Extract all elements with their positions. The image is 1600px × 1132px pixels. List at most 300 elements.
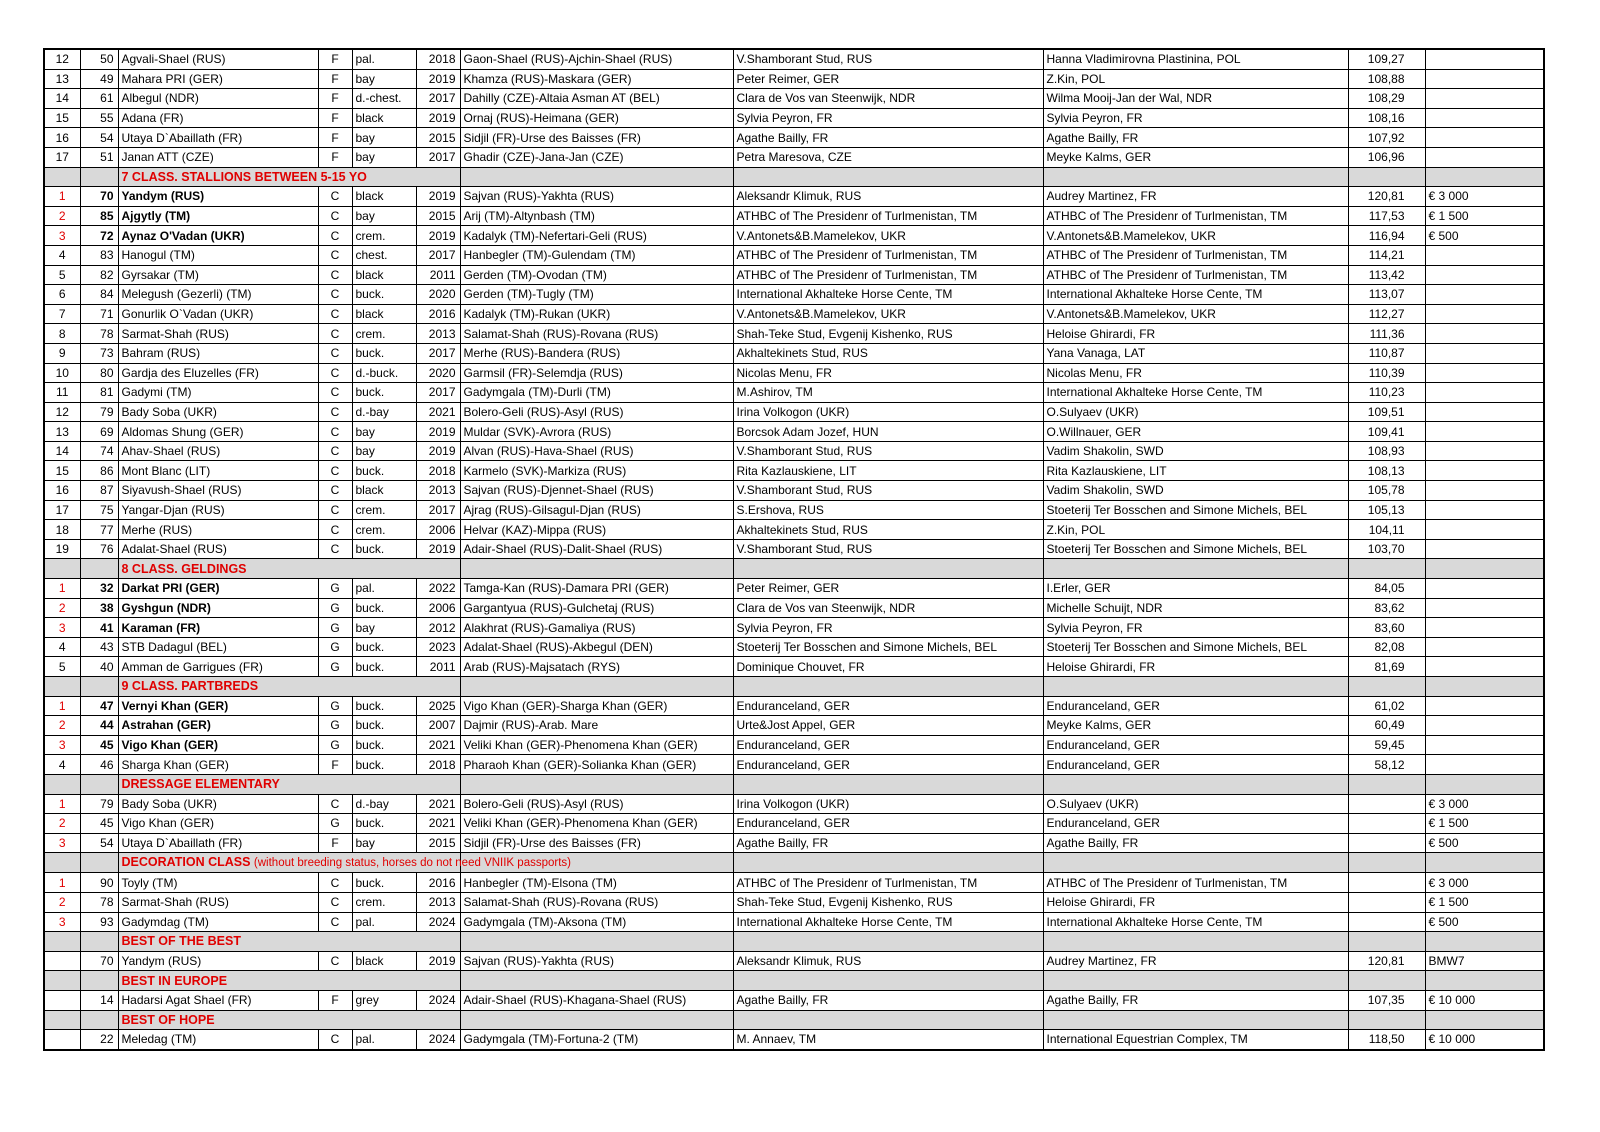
rank-cell: 3 bbox=[44, 735, 80, 755]
breeder-cell: V.Shamborant Stud, RUS bbox=[733, 481, 1043, 501]
rank-cell: 1 bbox=[44, 579, 80, 599]
color-cell: black bbox=[352, 187, 416, 207]
pedigree-cell: Bolero-Geli (RUS)-Asyl (RUS) bbox=[460, 794, 733, 814]
score-cell: 108,93 bbox=[1348, 441, 1425, 461]
section-empty-cell bbox=[1425, 1010, 1544, 1030]
sex-cell: F bbox=[318, 833, 352, 853]
breeder-cell: Aleksandr Klimuk, RUS bbox=[733, 187, 1043, 207]
sex-cell: C bbox=[318, 363, 352, 383]
horse-name-cell: Sarmat-Shah (RUS) bbox=[118, 324, 318, 344]
section-title bbox=[118, 677, 460, 697]
section-header-row bbox=[44, 559, 1544, 579]
owner-cell: I.Erler, GER bbox=[1043, 579, 1348, 599]
color-cell: pal. bbox=[352, 1030, 416, 1050]
sex-cell: C bbox=[318, 226, 352, 246]
table-row bbox=[44, 89, 1544, 109]
pedigree-cell: Hanbegler (TM)-Elsona (TM) bbox=[460, 873, 733, 893]
section-title bbox=[118, 167, 460, 187]
pedigree-cell: Sidjil (FR)-Urse des Baisses (FR) bbox=[460, 833, 733, 853]
pedigree-cell: Sajvan (RUS)-Djennet-Shael (RUS) bbox=[460, 481, 733, 501]
number-cell: 87 bbox=[80, 481, 118, 501]
table-row bbox=[44, 402, 1544, 422]
year-cell: 2021 bbox=[416, 402, 460, 422]
color-cell: pal. bbox=[352, 49, 416, 69]
score-cell: 118,50 bbox=[1348, 1030, 1425, 1050]
prize-cell bbox=[1425, 128, 1544, 148]
horse-name-cell: Gonurlik O`Vadan (UKR) bbox=[118, 304, 318, 324]
table-row bbox=[44, 755, 1544, 775]
horse-name-cell: STB Dadagul (BEL) bbox=[118, 637, 318, 657]
year-cell: 2019 bbox=[416, 226, 460, 246]
rank-cell: 3 bbox=[44, 226, 80, 246]
breeder-cell: Clara de Vos van Steenwijk, NDR bbox=[733, 89, 1043, 109]
year-cell: 2012 bbox=[416, 618, 460, 638]
score-cell: 120,81 bbox=[1348, 951, 1425, 971]
horse-name-cell: Vigo Khan (GER) bbox=[118, 735, 318, 755]
section-empty-cell bbox=[1348, 971, 1425, 991]
owner-cell: Heloise Ghirardi, FR bbox=[1043, 892, 1348, 912]
color-cell: crem. bbox=[352, 520, 416, 540]
color-cell: buck. bbox=[352, 598, 416, 618]
number-cell: 45 bbox=[80, 735, 118, 755]
horse-name-cell: Vernyi Khan (GER) bbox=[118, 696, 318, 716]
owner-cell: International Akhalteke Horse Cente, TM bbox=[1043, 383, 1348, 403]
year-cell: 2024 bbox=[416, 1030, 460, 1050]
breeder-cell: ATHBC of The Presidenr of Turlmenistan, TM bbox=[733, 245, 1043, 265]
color-cell: buck. bbox=[352, 461, 416, 481]
sex-cell: C bbox=[318, 441, 352, 461]
number-cell: 74 bbox=[80, 441, 118, 461]
year-cell: 2015 bbox=[416, 128, 460, 148]
sex-cell: C bbox=[318, 324, 352, 344]
pedigree-cell: Alvan (RUS)-Hava-Shael (RUS) bbox=[460, 441, 733, 461]
horse-name-cell: Aldomas Shung (GER) bbox=[118, 422, 318, 442]
horse-name-cell: Gardja des Eluzelles (FR) bbox=[118, 363, 318, 383]
sex-cell: C bbox=[318, 343, 352, 363]
table-row bbox=[44, 912, 1544, 932]
rank-cell: 2 bbox=[44, 206, 80, 226]
pedigree-cell: Adair-Shael (RUS)-Khagana-Shael (RUS) bbox=[460, 990, 733, 1010]
score-cell: 103,70 bbox=[1348, 539, 1425, 559]
section-number-cell bbox=[80, 774, 118, 794]
year-cell: 2015 bbox=[416, 206, 460, 226]
owner-cell: Enduranceland, GER bbox=[1043, 755, 1348, 775]
owner-cell: Enduranceland, GER bbox=[1043, 735, 1348, 755]
table-row bbox=[44, 1030, 1544, 1050]
color-cell: buck. bbox=[352, 696, 416, 716]
table-row bbox=[44, 990, 1544, 1010]
horse-name-cell: Adana (FR) bbox=[118, 108, 318, 128]
section-header-row bbox=[44, 932, 1544, 952]
sex-cell: C bbox=[318, 187, 352, 207]
section-empty-cell bbox=[1348, 774, 1425, 794]
section-empty-cell bbox=[1348, 167, 1425, 187]
owner-cell: Yana Vanaga, LAT bbox=[1043, 343, 1348, 363]
breeder-cell: Nicolas Menu, FR bbox=[733, 363, 1043, 383]
color-cell: chest. bbox=[352, 245, 416, 265]
score-cell: 61,02 bbox=[1348, 696, 1425, 716]
score-cell: 106,96 bbox=[1348, 147, 1425, 167]
color-cell: buck. bbox=[352, 873, 416, 893]
year-cell: 2019 bbox=[416, 108, 460, 128]
color-cell: d.-bay bbox=[352, 794, 416, 814]
horse-name-cell: Meledag (TM) bbox=[118, 1030, 318, 1050]
horse-name-cell: Bady Soba (UKR) bbox=[118, 402, 318, 422]
section-empty-cell bbox=[460, 677, 733, 697]
section-title bbox=[118, 1010, 460, 1030]
breeder-cell: V.Antonets&B.Mamelekov, UKR bbox=[733, 226, 1043, 246]
breeder-cell: Enduranceland, GER bbox=[733, 735, 1043, 755]
owner-cell: Enduranceland, GER bbox=[1043, 814, 1348, 834]
number-cell: 69 bbox=[80, 422, 118, 442]
prize-cell bbox=[1425, 735, 1544, 755]
number-cell: 90 bbox=[80, 873, 118, 893]
pedigree-cell: Pharaoh Khan (GER)-Solianka Khan (GER) bbox=[460, 755, 733, 775]
sex-cell: F bbox=[318, 49, 352, 69]
rank-cell: 2 bbox=[44, 814, 80, 834]
year-cell: 2025 bbox=[416, 696, 460, 716]
number-cell: 78 bbox=[80, 892, 118, 912]
section-empty-cell bbox=[1348, 677, 1425, 697]
rank-cell bbox=[44, 951, 80, 971]
pedigree-cell: Tamga-Kan (RUS)-Damara PRI (GER) bbox=[460, 579, 733, 599]
prize-cell bbox=[1425, 696, 1544, 716]
section-empty-cell bbox=[460, 1010, 733, 1030]
score-cell: 116,94 bbox=[1348, 226, 1425, 246]
sex-cell: C bbox=[318, 245, 352, 265]
breeder-cell: Agathe Bailly, FR bbox=[733, 990, 1043, 1010]
horse-name-cell: Bahram (RUS) bbox=[118, 343, 318, 363]
year-cell: 2011 bbox=[416, 657, 460, 677]
score-cell: 113,07 bbox=[1348, 285, 1425, 305]
prize-cell bbox=[1425, 363, 1544, 383]
owner-cell: Rita Kazlauskiene, LIT bbox=[1043, 461, 1348, 481]
section-empty-cell bbox=[1043, 971, 1348, 991]
breeder-cell: International Akhalteke Horse Cente, TM bbox=[733, 912, 1043, 932]
horse-name-cell: Utaya D`Abaillath (FR) bbox=[118, 833, 318, 853]
color-cell: crem. bbox=[352, 226, 416, 246]
number-cell: 47 bbox=[80, 696, 118, 716]
prize-cell: € 500 bbox=[1425, 912, 1544, 932]
prize-cell: € 1 500 bbox=[1425, 892, 1544, 912]
score-cell: 113,42 bbox=[1348, 265, 1425, 285]
breeder-cell: Rita Kazlauskiene, LIT bbox=[733, 461, 1043, 481]
score-cell: 108,88 bbox=[1348, 69, 1425, 89]
horse-name-cell: Ajgytly (TM) bbox=[118, 206, 318, 226]
section-empty-cell bbox=[460, 774, 733, 794]
year-cell: 2019 bbox=[416, 951, 460, 971]
pedigree-cell: Adair-Shael (RUS)-Dalit-Shael (RUS) bbox=[460, 539, 733, 559]
year-cell: 2022 bbox=[416, 579, 460, 599]
section-rank-cell bbox=[44, 559, 80, 579]
breeder-cell: M. Annaev, TM bbox=[733, 1030, 1043, 1050]
breeder-cell: Akhaltekinets Stud, RUS bbox=[733, 343, 1043, 363]
number-cell: 55 bbox=[80, 108, 118, 128]
prize-cell bbox=[1425, 49, 1544, 69]
results-table bbox=[43, 48, 1545, 1051]
section-empty-cell bbox=[1043, 853, 1348, 873]
table-row bbox=[44, 637, 1544, 657]
sex-cell: C bbox=[318, 500, 352, 520]
section-title-text: DECORATION CLASS bbox=[121, 855, 251, 870]
breeder-cell: Dominique Chouvet, FR bbox=[733, 657, 1043, 677]
score-cell: 109,51 bbox=[1348, 402, 1425, 422]
color-cell: black bbox=[352, 265, 416, 285]
prize-cell: BMW7 bbox=[1425, 951, 1544, 971]
table-row bbox=[44, 833, 1544, 853]
pedigree-cell: Kadalyk (TM)-Rukan (UKR) bbox=[460, 304, 733, 324]
owner-cell: Audrey Martinez, FR bbox=[1043, 187, 1348, 207]
rank-cell: 12 bbox=[44, 402, 80, 422]
pedigree-cell: Gerden (TM)-Tugly (TM) bbox=[460, 285, 733, 305]
horse-name-cell: Sarmat-Shah (RUS) bbox=[118, 892, 318, 912]
section-empty-cell bbox=[1348, 559, 1425, 579]
color-cell: black bbox=[352, 108, 416, 128]
horse-name-cell: Karaman (FR) bbox=[118, 618, 318, 638]
number-cell: 49 bbox=[80, 69, 118, 89]
year-cell: 2018 bbox=[416, 49, 460, 69]
rank-cell: 3 bbox=[44, 833, 80, 853]
color-cell: buck. bbox=[352, 755, 416, 775]
horse-name-cell: Hanogul (TM) bbox=[118, 245, 318, 265]
section-empty-cell bbox=[1348, 853, 1425, 873]
table-row bbox=[44, 892, 1544, 912]
breeder-cell: Aleksandr Klimuk, RUS bbox=[733, 951, 1043, 971]
color-cell: grey bbox=[352, 990, 416, 1010]
section-rank-cell bbox=[44, 677, 80, 697]
sex-cell: F bbox=[318, 89, 352, 109]
breeder-cell: M.Ashirov, TM bbox=[733, 383, 1043, 403]
sex-cell: C bbox=[318, 265, 352, 285]
year-cell: 2020 bbox=[416, 285, 460, 305]
prize-cell: € 500 bbox=[1425, 226, 1544, 246]
sex-cell: C bbox=[318, 539, 352, 559]
rank-cell: 17 bbox=[44, 500, 80, 520]
section-number-cell bbox=[80, 559, 118, 579]
section-empty-cell bbox=[733, 1010, 1043, 1030]
prize-cell bbox=[1425, 441, 1544, 461]
score-cell: 84,05 bbox=[1348, 579, 1425, 599]
score-cell: 59,45 bbox=[1348, 735, 1425, 755]
rank-cell: 1 bbox=[44, 696, 80, 716]
year-cell: 2016 bbox=[416, 304, 460, 324]
breeder-cell: Enduranceland, GER bbox=[733, 696, 1043, 716]
owner-cell: Meyke Kalms, GER bbox=[1043, 147, 1348, 167]
section-empty-cell bbox=[733, 971, 1043, 991]
pedigree-cell: Adalat-Shael (RUS)-Akbegul (DEN) bbox=[460, 637, 733, 657]
table-row bbox=[44, 147, 1544, 167]
breeder-cell: Akhaltekinets Stud, RUS bbox=[733, 520, 1043, 540]
color-cell: pal. bbox=[352, 579, 416, 599]
rank-cell: 2 bbox=[44, 598, 80, 618]
breeder-cell: Shah-Teke Stud, Evgenij Kishenko, RUS bbox=[733, 892, 1043, 912]
section-title bbox=[118, 559, 460, 579]
section-empty-cell bbox=[733, 853, 1043, 873]
breeder-cell: ATHBC of The Presidenr of Turlmenistan, TM bbox=[733, 206, 1043, 226]
table-row bbox=[44, 520, 1544, 540]
prize-cell bbox=[1425, 265, 1544, 285]
prize-cell: € 3 000 bbox=[1425, 187, 1544, 207]
section-header-row bbox=[44, 167, 1544, 187]
section-empty-cell bbox=[460, 559, 733, 579]
sex-cell: C bbox=[318, 461, 352, 481]
rank-cell: 16 bbox=[44, 128, 80, 148]
sex-cell: C bbox=[318, 951, 352, 971]
table-row bbox=[44, 226, 1544, 246]
pedigree-cell: Sajvan (RUS)-Yakhta (RUS) bbox=[460, 187, 733, 207]
table-row bbox=[44, 657, 1544, 677]
rank-cell: 12 bbox=[44, 49, 80, 69]
horse-name-cell: Melegush (Gezerli) (TM) bbox=[118, 285, 318, 305]
breeder-cell: Petra Maresova, CZE bbox=[733, 147, 1043, 167]
color-cell: bay bbox=[352, 128, 416, 148]
score-cell: 107,92 bbox=[1348, 128, 1425, 148]
prize-cell: € 1 500 bbox=[1425, 206, 1544, 226]
year-cell: 2013 bbox=[416, 481, 460, 501]
year-cell: 2019 bbox=[416, 187, 460, 207]
section-empty-cell bbox=[1425, 167, 1544, 187]
table-row bbox=[44, 383, 1544, 403]
section-empty-cell bbox=[1043, 774, 1348, 794]
sex-cell: C bbox=[318, 481, 352, 501]
table-row bbox=[44, 265, 1544, 285]
owner-cell: Stoeterij Ter Bosschen and Simone Michels, BEL bbox=[1043, 539, 1348, 559]
pedigree-cell: Ornaj (RUS)-Heimana (GER) bbox=[460, 108, 733, 128]
color-cell: buck. bbox=[352, 637, 416, 657]
table-row bbox=[44, 461, 1544, 481]
table-row bbox=[44, 245, 1544, 265]
number-cell: 76 bbox=[80, 539, 118, 559]
rank-cell: 1 bbox=[44, 873, 80, 893]
prize-cell: € 3 000 bbox=[1425, 794, 1544, 814]
table-row bbox=[44, 951, 1544, 971]
breeder-cell: Peter Reimer, GER bbox=[733, 579, 1043, 599]
year-cell: 2021 bbox=[416, 794, 460, 814]
score-cell: 120,81 bbox=[1348, 187, 1425, 207]
pedigree-cell: Sidjil (FR)-Urse des Baisses (FR) bbox=[460, 128, 733, 148]
prize-cell bbox=[1425, 755, 1544, 775]
table-row bbox=[44, 128, 1544, 148]
section-empty-cell bbox=[460, 932, 733, 952]
owner-cell: O.Willnauer, GER bbox=[1043, 422, 1348, 442]
prize-cell: € 3 000 bbox=[1425, 873, 1544, 893]
table-row bbox=[44, 441, 1544, 461]
section-empty-cell bbox=[1043, 167, 1348, 187]
year-cell: 2007 bbox=[416, 716, 460, 736]
pedigree-cell: Gargantyua (RUS)-Gulchetaj (RUS) bbox=[460, 598, 733, 618]
breeder-cell: Sylvia Peyron, FR bbox=[733, 618, 1043, 638]
score-cell: 58,12 bbox=[1348, 755, 1425, 775]
year-cell: 2017 bbox=[416, 89, 460, 109]
year-cell: 2013 bbox=[416, 324, 460, 344]
section-empty-cell bbox=[733, 774, 1043, 794]
pedigree-cell: Merhe (RUS)-Bandera (RUS) bbox=[460, 343, 733, 363]
pedigree-cell: Kadalyk (TM)-Nefertari-Geli (RUS) bbox=[460, 226, 733, 246]
horse-name-cell: Gyshgun (NDR) bbox=[118, 598, 318, 618]
owner-cell: Stoeterij Ter Bosschen and Simone Michels, BEL bbox=[1043, 500, 1348, 520]
color-cell: bay bbox=[352, 69, 416, 89]
prize-cell bbox=[1425, 245, 1544, 265]
owner-cell: Stoeterij Ter Bosschen and Simone Michels, BEL bbox=[1043, 637, 1348, 657]
owner-cell: International Equestrian Complex, TM bbox=[1043, 1030, 1348, 1050]
section-rank-cell bbox=[44, 971, 80, 991]
breeder-cell: V.Shamborant Stud, RUS bbox=[733, 49, 1043, 69]
score-cell bbox=[1348, 892, 1425, 912]
section-title-text: DRESSAGE ELEMENTARY bbox=[121, 777, 280, 792]
breeder-cell: V.Shamborant Stud, RUS bbox=[733, 441, 1043, 461]
section-title bbox=[118, 853, 571, 873]
table-row bbox=[44, 49, 1544, 69]
section-empty-cell bbox=[1043, 559, 1348, 579]
owner-cell: Wilma Mooij-Jan der Wal, NDR bbox=[1043, 89, 1348, 109]
year-cell: 2019 bbox=[416, 422, 460, 442]
prize-cell: € 10 000 bbox=[1425, 990, 1544, 1010]
pedigree-cell: Sajvan (RUS)-Yakhta (RUS) bbox=[460, 951, 733, 971]
breeder-cell: Borcsok Adam Jozef, HUN bbox=[733, 422, 1043, 442]
pedigree-cell: Ghadir (CZE)-Jana-Jan (CZE) bbox=[460, 147, 733, 167]
breeder-cell: Sylvia Peyron, FR bbox=[733, 108, 1043, 128]
section-rank-cell bbox=[44, 853, 80, 873]
number-cell: 43 bbox=[80, 637, 118, 657]
number-cell: 40 bbox=[80, 657, 118, 677]
section-note: (without breeding status, horses do not need VNIIK passports) bbox=[253, 857, 571, 870]
prize-cell: € 1 500 bbox=[1425, 814, 1544, 834]
year-cell: 2020 bbox=[416, 363, 460, 383]
number-cell: 73 bbox=[80, 343, 118, 363]
prize-cell bbox=[1425, 461, 1544, 481]
table-row bbox=[44, 539, 1544, 559]
breeder-cell: Stoeterij Ter Bosschen and Simone Michels, BEL bbox=[733, 637, 1043, 657]
prize-cell bbox=[1425, 147, 1544, 167]
color-cell: black bbox=[352, 304, 416, 324]
table-row bbox=[44, 500, 1544, 520]
sex-cell: G bbox=[318, 716, 352, 736]
pedigree-cell: Dajmir (RUS)-Arab. Mare bbox=[460, 716, 733, 736]
score-cell: 110,23 bbox=[1348, 383, 1425, 403]
pedigree-cell: Gadymgala (TM)-Durli (TM) bbox=[460, 383, 733, 403]
sex-cell: G bbox=[318, 696, 352, 716]
number-cell: 85 bbox=[80, 206, 118, 226]
owner-cell: Nicolas Menu, FR bbox=[1043, 363, 1348, 383]
section-empty-cell bbox=[1348, 1010, 1425, 1030]
score-cell: 83,60 bbox=[1348, 618, 1425, 638]
rank-cell: 8 bbox=[44, 324, 80, 344]
year-cell: 2018 bbox=[416, 461, 460, 481]
horse-name-cell: Agvali-Shael (RUS) bbox=[118, 49, 318, 69]
prize-cell bbox=[1425, 304, 1544, 324]
sex-cell: F bbox=[318, 69, 352, 89]
sex-cell: F bbox=[318, 147, 352, 167]
pedigree-cell: Hanbegler (TM)-Gulendam (TM) bbox=[460, 245, 733, 265]
prize-cell bbox=[1425, 402, 1544, 422]
owner-cell: Sylvia Peyron, FR bbox=[1043, 618, 1348, 638]
horse-name-cell: Yangar-Djan (RUS) bbox=[118, 500, 318, 520]
year-cell: 2016 bbox=[416, 873, 460, 893]
horse-name-cell: Vigo Khan (GER) bbox=[118, 814, 318, 834]
rank-cell: 9 bbox=[44, 343, 80, 363]
year-cell: 2017 bbox=[416, 500, 460, 520]
rank-cell: 4 bbox=[44, 637, 80, 657]
year-cell: 2024 bbox=[416, 912, 460, 932]
horse-name-cell: Janan ATT (CZE) bbox=[118, 147, 318, 167]
prize-cell: € 500 bbox=[1425, 833, 1544, 853]
section-title-text: BEST OF HOPE bbox=[121, 1012, 215, 1027]
year-cell: 2017 bbox=[416, 383, 460, 403]
rank-cell: 1 bbox=[44, 794, 80, 814]
number-cell: 46 bbox=[80, 755, 118, 775]
breeder-cell: ATHBC of The Presidenr of Turlmenistan, TM bbox=[733, 873, 1043, 893]
sex-cell: C bbox=[318, 422, 352, 442]
